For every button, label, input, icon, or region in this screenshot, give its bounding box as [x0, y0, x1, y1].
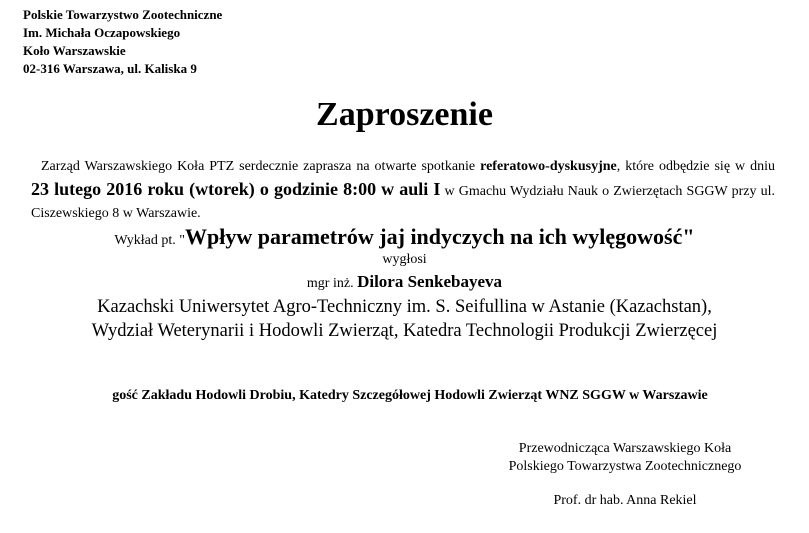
org-name: Polskie Towarzystwo Zootechniczne	[23, 7, 223, 22]
organization-header	[23, 6, 222, 78]
lecture-prefix: Wykład pt. "	[114, 233, 185, 248]
lecture-title: Wpływ parametrów jaj indyczych na ich wylęgowość"	[184, 224, 695, 249]
intro-text-2: , które odbędzie się w dniu	[616, 159, 775, 174]
meeting-date: 23 lutego 2016 roku (wtorek) o godzinie 8:00 w auli I	[31, 179, 441, 199]
org-patron: Im. Michała Oczapowskiego	[23, 25, 181, 40]
signature-role-1: Przewodnicząca Warszawskiego Koła	[518, 441, 732, 456]
affiliation-line-1: Kazachski Uniwersytet Agro-Techniczny im. S. Seifullina w Astanie (Kazachstan),	[97, 297, 712, 317]
speaker-degree: mgr inż.	[306, 276, 358, 291]
affiliation-line-2: Wydział Weterynarii i Hodowli Zwierząt, Katedra Technologii Produkcji Zwierzęcej	[91, 321, 718, 341]
org-address: 02-316 Warszawa, ul. Kaliska 9	[23, 61, 197, 76]
speaker-name: Dilora Senkebayeva	[357, 272, 503, 291]
location-text: w Gmachu Wydziału Nauk o Zwierzętach SGGW przy ul. Ciszewskiego 8 w Warszawie.	[31, 184, 775, 221]
signature-name: Prof. dr hab. Anna Rekiel	[553, 493, 697, 508]
speaks-label: wygłosi	[382, 252, 427, 267]
document-title: Zaproszenie	[316, 96, 493, 133]
speaker-line	[0, 270, 809, 296]
invitation-paragraph	[31, 156, 775, 225]
signature-block	[470, 440, 780, 510]
guest-note: gość Zakładu Hodowli Drobiu, Katedry Szczegółowej Hodowli Zwierząt WNZ SGGW w Warszawie	[112, 388, 708, 403]
org-branch: Koło Warszawskie	[23, 43, 126, 58]
meeting-type: referatowo-dyskusyjne	[480, 159, 617, 174]
intro-text: Zarząd Warszawskiego Koła PTZ serdecznie zaprasza na otwarte spotkanie	[41, 159, 481, 174]
signature-role-2: Polskiego Towarzystwa Zootechnicznego	[508, 459, 742, 474]
